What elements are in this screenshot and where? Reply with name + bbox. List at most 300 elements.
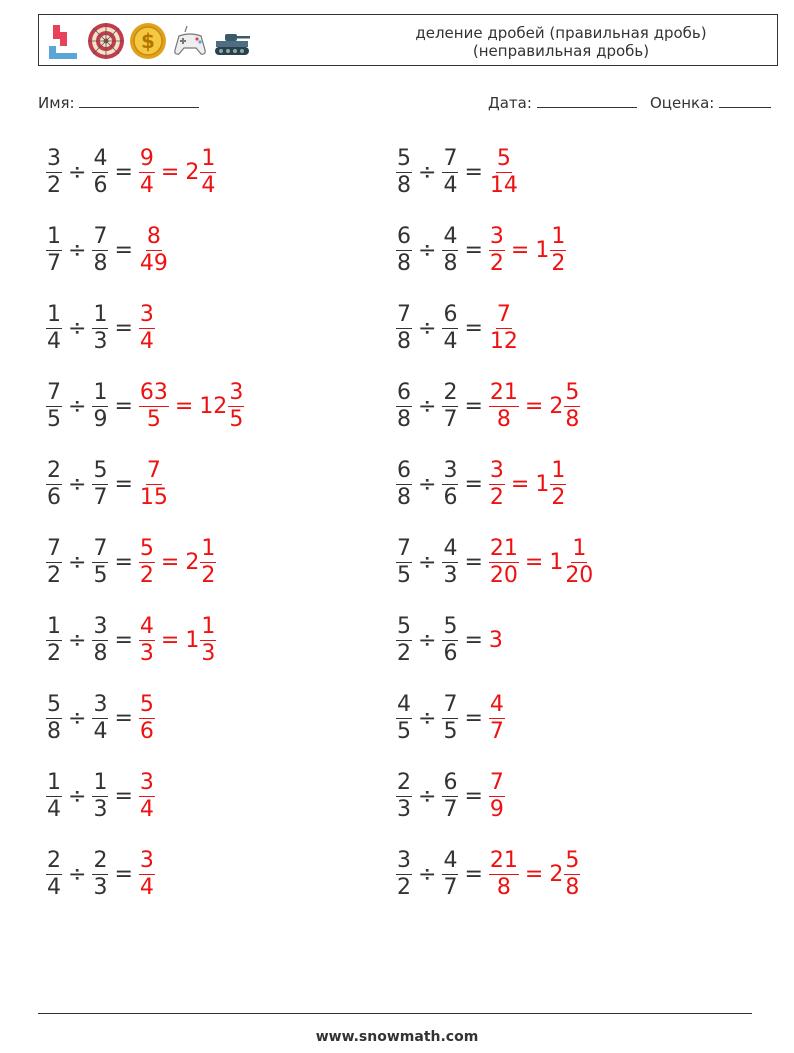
fraction (200, 146, 216, 199)
denominator: 3 (93, 874, 108, 900)
numerator: 1 (47, 769, 61, 795)
fraction (550, 224, 566, 277)
denominator: 15 (139, 484, 168, 510)
fraction (46, 536, 62, 589)
numerator: 1 (93, 379, 108, 405)
equals-sign: = (464, 627, 483, 653)
fraction (228, 380, 244, 433)
footer-url: www.snowmath.com (315, 1029, 479, 1045)
division-problem (46, 142, 216, 202)
denominator: 8 (443, 250, 458, 276)
equals-sign: = (524, 549, 544, 575)
divide-sign: ÷ (418, 471, 437, 497)
denominator: 6 (443, 484, 458, 510)
fraction (442, 302, 458, 355)
numerator: 5 (397, 613, 411, 639)
fraction (442, 458, 458, 511)
denominator: 8 (397, 406, 411, 432)
mixed-whole: 2 (185, 549, 200, 575)
denominator: 4 (201, 172, 216, 198)
numerator: 3 (47, 145, 61, 171)
equals-sign: = (114, 549, 133, 575)
numerator: 1 (47, 223, 61, 249)
division-problem (396, 688, 505, 748)
numerator: 3 (229, 379, 244, 405)
divide-sign: ÷ (68, 237, 87, 263)
denominator: 7 (443, 796, 458, 822)
numerator: 7 (93, 535, 108, 561)
fraction (46, 770, 62, 823)
denominator: 4 (139, 796, 154, 822)
denominator: 8 (397, 250, 411, 276)
equals-sign: = (510, 237, 530, 263)
fraction (396, 692, 412, 745)
equals-sign: = (524, 861, 544, 887)
equals-sign: = (524, 393, 544, 419)
equals-sign: = (160, 627, 180, 653)
numerator: 7 (489, 769, 504, 795)
mixed-whole: 12 (199, 393, 228, 419)
fraction (139, 536, 155, 589)
denominator: 4 (139, 328, 154, 354)
denominator: 8 (496, 874, 511, 900)
equals-sign: = (464, 705, 483, 731)
date-field[interactable] (488, 93, 637, 112)
fraction (396, 536, 412, 589)
numerator: 7 (397, 535, 411, 561)
equals-sign: = (464, 471, 483, 497)
fraction (442, 536, 458, 589)
divide-sign: ÷ (418, 237, 437, 263)
denominator: 20 (489, 562, 518, 588)
date-label: Дата: (488, 94, 532, 112)
equals-sign: = (114, 783, 133, 809)
numerator: 7 (443, 145, 458, 171)
fraction (564, 536, 594, 589)
numerator: 6 (443, 301, 458, 327)
fraction (396, 224, 412, 277)
grade-label: Оценка: (650, 94, 715, 112)
division-problem (396, 766, 505, 826)
numerator: 3 (489, 223, 504, 249)
equals-sign: = (114, 393, 133, 419)
fraction (489, 224, 505, 277)
fraction (396, 848, 412, 901)
divide-sign: ÷ (418, 705, 437, 731)
fraction (46, 380, 62, 433)
grade-line[interactable] (719, 93, 771, 108)
fraction (46, 848, 62, 901)
denominator: 7 (47, 250, 61, 276)
numerator: 6 (443, 769, 458, 795)
divide-sign: ÷ (68, 783, 87, 809)
denominator: 2 (551, 250, 566, 276)
denominator: 3 (93, 328, 108, 354)
divide-sign: ÷ (418, 549, 437, 575)
numerator: 7 (146, 457, 161, 483)
denominator: 2 (397, 874, 411, 900)
numerator: 1 (201, 145, 216, 171)
fraction (489, 536, 519, 589)
fraction (92, 458, 108, 511)
divide-sign: ÷ (68, 861, 87, 887)
mixed-whole: 1 (535, 471, 550, 497)
denominator: 9 (93, 406, 108, 432)
division-problem (46, 376, 244, 436)
denominator: 7 (489, 718, 504, 744)
equals-sign: = (464, 549, 483, 575)
numerator: 5 (47, 691, 61, 717)
equals-sign: = (114, 159, 133, 185)
divide-sign: ÷ (68, 627, 87, 653)
fraction (550, 458, 566, 511)
denominator: 5 (443, 718, 458, 744)
fraction (46, 146, 62, 199)
footer-divider (38, 1013, 752, 1014)
fraction (442, 692, 458, 745)
denominator: 2 (201, 562, 216, 588)
tetris-icon (45, 22, 83, 60)
division-problem (396, 376, 580, 436)
denominator: 4 (47, 874, 61, 900)
gamepad-icon (171, 22, 209, 60)
denominator: 8 (397, 172, 411, 198)
division-problem (396, 142, 519, 202)
denominator: 8 (93, 250, 108, 276)
numerator: 2 (443, 379, 458, 405)
mixed-whole: 1 (549, 549, 564, 575)
denominator: 8 (565, 406, 580, 432)
fraction (92, 302, 108, 355)
numerator: 7 (47, 535, 61, 561)
division-problem (396, 220, 566, 280)
numerator: 7 (47, 379, 61, 405)
numerator: 6 (397, 223, 411, 249)
numerator: 1 (47, 301, 61, 327)
divide-sign: ÷ (68, 315, 87, 341)
fraction (396, 614, 412, 667)
fraction (139, 692, 155, 745)
denominator: 7 (93, 484, 108, 510)
denominator: 49 (139, 250, 168, 276)
numerator: 3 (397, 847, 411, 873)
numerator: 1 (93, 769, 108, 795)
denominator: 6 (47, 484, 61, 510)
denominator: 8 (397, 484, 411, 510)
numerator: 21 (489, 535, 518, 561)
divide-sign: ÷ (418, 393, 437, 419)
denominator: 2 (397, 640, 411, 666)
equals-sign: = (464, 783, 483, 809)
division-problem (46, 766, 155, 826)
fraction (46, 458, 62, 511)
numerator: 1 (201, 613, 216, 639)
denominator: 4 (139, 874, 154, 900)
numerator: 2 (397, 769, 411, 795)
denominator: 3 (93, 796, 108, 822)
equals-sign: = (464, 861, 483, 887)
fraction (92, 380, 108, 433)
numerator: 6 (397, 379, 411, 405)
title-line-2: (неправильная дробь) (472, 42, 650, 60)
denominator: 5 (146, 406, 161, 432)
division-problem (46, 298, 155, 358)
denominator: 2 (139, 562, 154, 588)
equals-sign: = (114, 627, 133, 653)
fraction (139, 770, 155, 823)
denominator: 3 (397, 796, 411, 822)
numerator: 21 (489, 847, 518, 873)
mixed-whole: 1 (535, 237, 550, 263)
worksheet-title (381, 24, 741, 60)
numerator: 3 (93, 613, 108, 639)
fraction (92, 614, 108, 667)
equals-sign: = (464, 159, 483, 185)
denominator: 5 (397, 562, 411, 588)
numerator: 4 (443, 535, 458, 561)
denominator: 7 (443, 874, 458, 900)
equals-sign: = (114, 315, 133, 341)
denominator: 2 (489, 484, 504, 510)
fraction (139, 380, 169, 433)
equals-sign: = (464, 237, 483, 263)
denominator: 12 (489, 328, 518, 354)
numerator: 5 (565, 379, 580, 405)
denominator: 8 (496, 406, 511, 432)
numerator: 5 (93, 457, 108, 483)
divide-sign: ÷ (418, 627, 437, 653)
numerator: 4 (443, 223, 458, 249)
numerator: 7 (93, 223, 108, 249)
fraction (489, 302, 519, 355)
numerator: 7 (496, 301, 511, 327)
denominator: 3 (201, 640, 216, 666)
name-label: Имя: (38, 94, 75, 112)
numerator: 5 (565, 847, 580, 873)
divide-sign: ÷ (68, 471, 87, 497)
numerator: 4 (443, 847, 458, 873)
fraction (396, 146, 412, 199)
fraction (396, 380, 412, 433)
fraction (396, 458, 412, 511)
equals-sign: = (114, 861, 133, 887)
fraction (442, 614, 458, 667)
denominator: 2 (47, 172, 61, 198)
divide-sign: ÷ (68, 159, 87, 185)
equals-sign: = (160, 159, 180, 185)
numerator: 7 (397, 301, 411, 327)
numerator: 5 (443, 613, 458, 639)
denominator: 2 (47, 640, 61, 666)
division-problem (396, 844, 580, 904)
fraction (139, 224, 169, 277)
fraction (442, 770, 458, 823)
division-problem (46, 688, 155, 748)
name-field[interactable] (38, 93, 199, 112)
numerator: 4 (93, 145, 108, 171)
fraction (46, 224, 62, 277)
numerator: 3 (93, 691, 108, 717)
denominator: 4 (139, 172, 154, 198)
fraction (92, 224, 108, 277)
grade-field[interactable] (650, 93, 771, 112)
denominator: 2 (489, 250, 504, 276)
numerator: 1 (93, 301, 108, 327)
fraction (396, 302, 412, 355)
title-line-1: деление дробей (правильная дробь) (415, 24, 707, 42)
denominator: 6 (139, 718, 154, 744)
numerator: 9 (139, 145, 154, 171)
division-problem (46, 454, 169, 514)
denominator: 2 (551, 484, 566, 510)
numerator: 1 (201, 535, 216, 561)
numerator: 4 (139, 613, 154, 639)
equals-sign: = (464, 393, 483, 419)
equals-sign: = (114, 471, 133, 497)
numerator: 5 (496, 145, 511, 171)
numerator: 1 (551, 457, 566, 483)
divide-sign: ÷ (68, 705, 87, 731)
fraction (200, 614, 216, 667)
tank-icon (213, 22, 251, 60)
fraction (139, 146, 155, 199)
numerator: 2 (47, 847, 61, 873)
division-problem (396, 610, 503, 670)
numerator: 5 (139, 691, 154, 717)
fraction (564, 380, 580, 433)
mixed-whole: 1 (185, 627, 200, 653)
division-problem (46, 220, 169, 280)
divide-sign: ÷ (68, 549, 87, 575)
equals-sign: = (114, 237, 133, 263)
fraction (489, 848, 519, 901)
denominator: 8 (93, 640, 108, 666)
denominator: 8 (565, 874, 580, 900)
numerator: 1 (551, 223, 566, 249)
fraction (442, 380, 458, 433)
worksheet-header (38, 14, 778, 66)
denominator: 6 (93, 172, 108, 198)
svg-text:$: $ (141, 29, 155, 53)
mixed-whole: 2 (549, 393, 564, 419)
denominator: 4 (47, 796, 61, 822)
fraction (46, 614, 62, 667)
fraction (489, 692, 505, 745)
division-problem (46, 844, 155, 904)
denominator: 5 (93, 562, 108, 588)
numerator: 5 (139, 535, 154, 561)
denominator: 3 (443, 562, 458, 588)
fraction (396, 770, 412, 823)
denominator: 4 (443, 328, 458, 354)
fraction (442, 848, 458, 901)
fraction (92, 848, 108, 901)
numerator: 63 (139, 379, 168, 405)
equals-sign: = (160, 549, 180, 575)
fraction (139, 302, 155, 355)
fraction (92, 770, 108, 823)
denominator: 14 (489, 172, 518, 198)
fraction (92, 692, 108, 745)
denominator: 5 (229, 406, 244, 432)
fraction (92, 146, 108, 199)
division-problem (46, 532, 216, 592)
dollar-coin-icon (129, 22, 167, 60)
denominator: 7 (443, 406, 458, 432)
fraction (564, 848, 580, 901)
numerator: 3 (443, 457, 458, 483)
division-problem (46, 610, 216, 670)
equals-sign: = (464, 315, 483, 341)
fraction (489, 458, 505, 511)
divide-sign: ÷ (418, 861, 437, 887)
fraction (489, 146, 519, 199)
equals-sign: = (174, 393, 194, 419)
date-line[interactable] (537, 93, 637, 108)
numerator: 21 (489, 379, 518, 405)
numerator: 5 (397, 145, 411, 171)
fraction (489, 770, 505, 823)
numerator: 4 (397, 691, 411, 717)
answer-whole: 3 (488, 627, 503, 653)
denominator: 4 (443, 172, 458, 198)
numerator: 3 (139, 301, 154, 327)
denominator: 8 (47, 718, 61, 744)
numerator: 1 (572, 535, 587, 561)
divide-sign: ÷ (418, 159, 437, 185)
numerator: 4 (489, 691, 504, 717)
fraction (442, 224, 458, 277)
fraction (200, 536, 216, 589)
divide-sign: ÷ (418, 315, 437, 341)
numerator: 2 (93, 847, 108, 873)
fraction (92, 536, 108, 589)
equals-sign: = (114, 705, 133, 731)
numerator: 3 (139, 847, 154, 873)
fraction (139, 848, 155, 901)
numerator: 2 (47, 457, 61, 483)
divide-sign: ÷ (68, 393, 87, 419)
dartboard-icon (87, 22, 125, 60)
fraction (46, 692, 62, 745)
fraction (442, 146, 458, 199)
fraction (139, 614, 155, 667)
fraction (46, 302, 62, 355)
numerator: 1 (47, 613, 61, 639)
denominator: 20 (565, 562, 594, 588)
divide-sign: ÷ (418, 783, 437, 809)
division-problem (396, 532, 594, 592)
mixed-whole: 2 (185, 159, 200, 185)
denominator: 5 (397, 718, 411, 744)
fraction (139, 458, 169, 511)
numerator: 8 (146, 223, 161, 249)
denominator: 6 (443, 640, 458, 666)
fraction (489, 380, 519, 433)
name-line[interactable] (79, 93, 199, 108)
division-problem (396, 298, 519, 358)
numerator: 7 (443, 691, 458, 717)
numerator: 6 (397, 457, 411, 483)
header-icons (45, 22, 251, 60)
denominator: 4 (47, 328, 61, 354)
denominator: 5 (47, 406, 61, 432)
denominator: 4 (93, 718, 108, 744)
denominator: 8 (397, 328, 411, 354)
equals-sign: = (510, 471, 530, 497)
numerator: 3 (489, 457, 504, 483)
denominator: 2 (47, 562, 61, 588)
